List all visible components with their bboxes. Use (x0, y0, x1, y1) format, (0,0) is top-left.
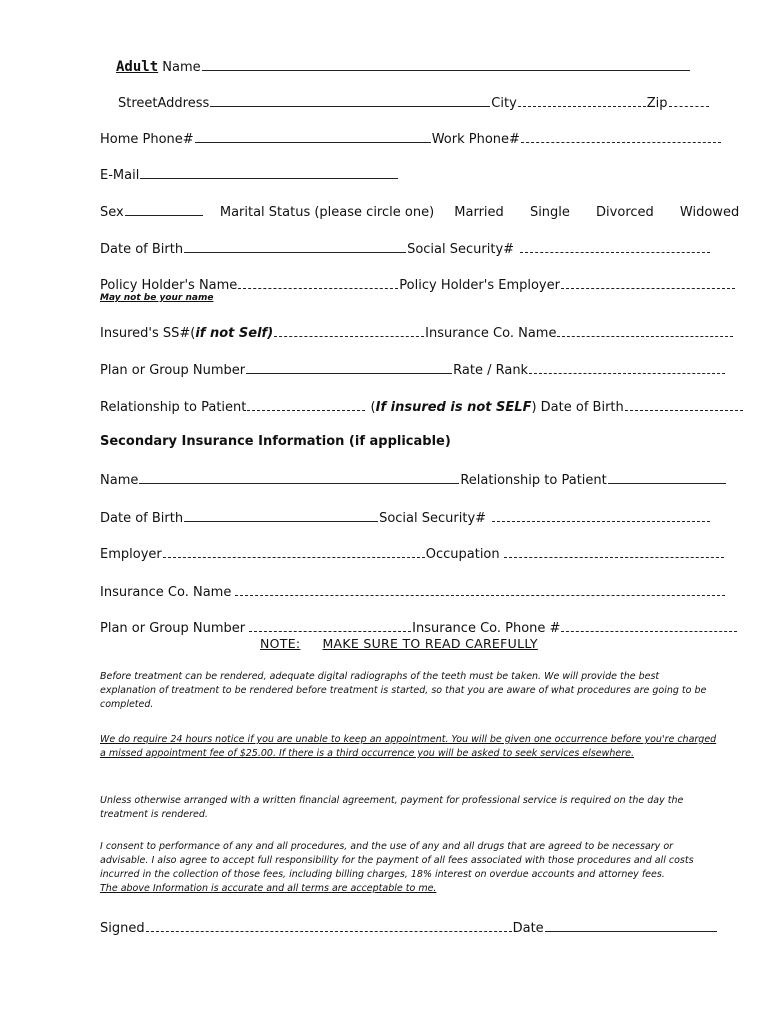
marital-option-married[interactable]: Married (454, 205, 504, 220)
street-address-label: StreetAddress (118, 96, 210, 111)
insurance-co-name-label: Insurance Co. Name (425, 326, 557, 341)
secondary-insurance-co-row (100, 583, 726, 600)
note-heading (260, 636, 560, 651)
plan-group-label: Plan or Group Number (100, 363, 246, 378)
date-label: Date (512, 921, 544, 936)
date-field[interactable] (545, 919, 717, 932)
secondary-plan-row (100, 619, 738, 636)
policy-holder-name-label: Policy Holder's Name (100, 278, 238, 293)
note-label: NOTE: (260, 636, 301, 651)
marital-options (454, 205, 739, 220)
zip-label: Zip (646, 96, 668, 111)
relationship-label: Relationship to Patient (100, 400, 247, 415)
paragraph-consent (100, 840, 718, 896)
note-text: MAKE SURE TO READ CAREFULLY (322, 636, 538, 651)
secondary-dob-field[interactable] (184, 509, 378, 522)
street-address-field[interactable] (210, 94, 490, 107)
paragraph-appointment-policy: We do require 24 hours notice if you are unable to keep an appointment. You will be given one occurrence before you're charged a missed appointment fee of $25.00. If there is a third occurrence you will be asked to seek services elsewhere. (100, 734, 717, 759)
ssn-field[interactable] (520, 240, 710, 253)
signature-row (100, 919, 718, 936)
dob2-label: Date of Birth (540, 400, 624, 415)
signed-label: Signed (100, 921, 145, 936)
secondary-name-row (100, 471, 727, 488)
plan-group-field[interactable] (246, 361, 452, 374)
adult-label: Adult (116, 59, 159, 75)
work-phone-label: Work Phone# (431, 132, 520, 147)
name-field[interactable] (202, 58, 690, 71)
if-insured-not-self: If insured is not SELF (375, 400, 532, 415)
sex-field[interactable] (125, 203, 203, 216)
marital-option-single[interactable]: Single (529, 205, 570, 220)
secondary-dob-row (100, 509, 711, 526)
policy-holder-employer-field[interactable] (561, 276, 735, 289)
email-label: E-Mail (100, 168, 140, 183)
rate-rank-label: Rate / Rank (453, 363, 529, 378)
insured-ss-label: Insured's SS#( (100, 326, 196, 341)
secondary-ssn-field[interactable] (492, 509, 710, 522)
secondary-relationship-field[interactable] (608, 471, 726, 484)
sex-label: Sex (100, 205, 124, 220)
city-label: City (491, 96, 517, 111)
secondary-insurance-co-label: Insurance Co. Name (100, 585, 232, 600)
secondary-phone-field[interactable] (561, 619, 737, 632)
secondary-phone-label: Insurance Co. Phone # (412, 621, 561, 636)
insured-ss-row (100, 324, 734, 341)
consent-text: I consent to performance of any and all procedures, and the use of any and all drugs that are agreed to be necessary or advisable. I also agree to accept full responsibility for the payment of all fees associated with those procedures and all costs incurred in the collection of those fees, including billing charges, 18% interest on overdue accounts and attorney fees. (100, 841, 694, 880)
marital-status-label: Marital Status (please circle one) (219, 205, 435, 220)
secondary-name-field[interactable] (139, 471, 459, 484)
secondary-name-label: Name (100, 473, 139, 488)
secondary-ssn-label: Social Security# (379, 511, 487, 526)
sex-marital-row (100, 203, 739, 220)
policy-holder-employer-label: Policy Holder's Employer (399, 278, 560, 293)
paragraph-payment: Unless otherwise arranged with a written financial agreement, payment for professional service is required on the day the treatment is rendered. (100, 795, 684, 820)
city-field[interactable] (518, 94, 646, 107)
dob-field[interactable] (184, 240, 406, 253)
policy-holder-row (100, 276, 736, 293)
insured-ss-field[interactable] (274, 324, 424, 337)
marital-option-widowed[interactable]: Widowed (679, 205, 740, 220)
relationship-field[interactable] (247, 398, 365, 411)
may-not-be-your-name-note: May not be your name (100, 293, 214, 303)
plan-group-row (100, 361, 726, 378)
secondary-employer-row (100, 545, 725, 562)
paragraph-radiographs: Before treatment can be rendered, adequate digital radiographs of the teeth must be taken. We will provide the best explanation of treatment to be rendered before treatment is started, so that you are aware of what procedures are going to be completed. (100, 671, 707, 710)
home-phone-label: Home Phone# (100, 132, 194, 147)
insurance-co-name-field[interactable] (557, 324, 733, 337)
secondary-plan-field[interactable] (249, 619, 411, 632)
zip-field[interactable] (669, 94, 709, 107)
secondary-insurance-co-field[interactable] (235, 583, 725, 596)
relationship-row: Relationship to Patient (If insured is not SELF) Date of Birth (100, 398, 744, 415)
dob-label: Date of Birth (100, 242, 184, 257)
secondary-plan-label: Plan or Group Number (100, 621, 246, 636)
signature-field[interactable] (146, 919, 512, 932)
rate-rank-field[interactable] (529, 361, 725, 374)
secondary-relationship-label: Relationship to Patient (460, 473, 607, 488)
secondary-employer-field[interactable] (163, 545, 425, 558)
secondary-occupation-label: Occupation (425, 547, 500, 562)
adult-name-row (116, 58, 691, 75)
dob-ssn-row (100, 240, 711, 257)
phone-row (100, 130, 722, 147)
address-row (118, 94, 710, 111)
secondary-insurance-heading: Secondary Insurance Information (if applicable) (100, 434, 451, 449)
ssn-label: Social Security# (407, 242, 515, 257)
email-row (100, 166, 399, 183)
consent-acceptance: The above Information is accurate and all terms are acceptable to me. (100, 883, 437, 894)
secondary-employer-label: Employer (100, 547, 162, 562)
secondary-occupation-field[interactable] (504, 545, 724, 558)
work-phone-field[interactable] (521, 130, 721, 143)
marital-option-divorced[interactable]: Divorced (596, 205, 654, 220)
email-field[interactable] (140, 166, 398, 179)
dob2-field[interactable] (625, 398, 743, 411)
home-phone-field[interactable] (195, 130, 431, 143)
insured-ss-italic: if not Self) (195, 326, 274, 341)
policy-holder-name-field[interactable] (238, 276, 398, 289)
secondary-dob-label: Date of Birth (100, 511, 184, 526)
name-label: Name (162, 60, 201, 75)
